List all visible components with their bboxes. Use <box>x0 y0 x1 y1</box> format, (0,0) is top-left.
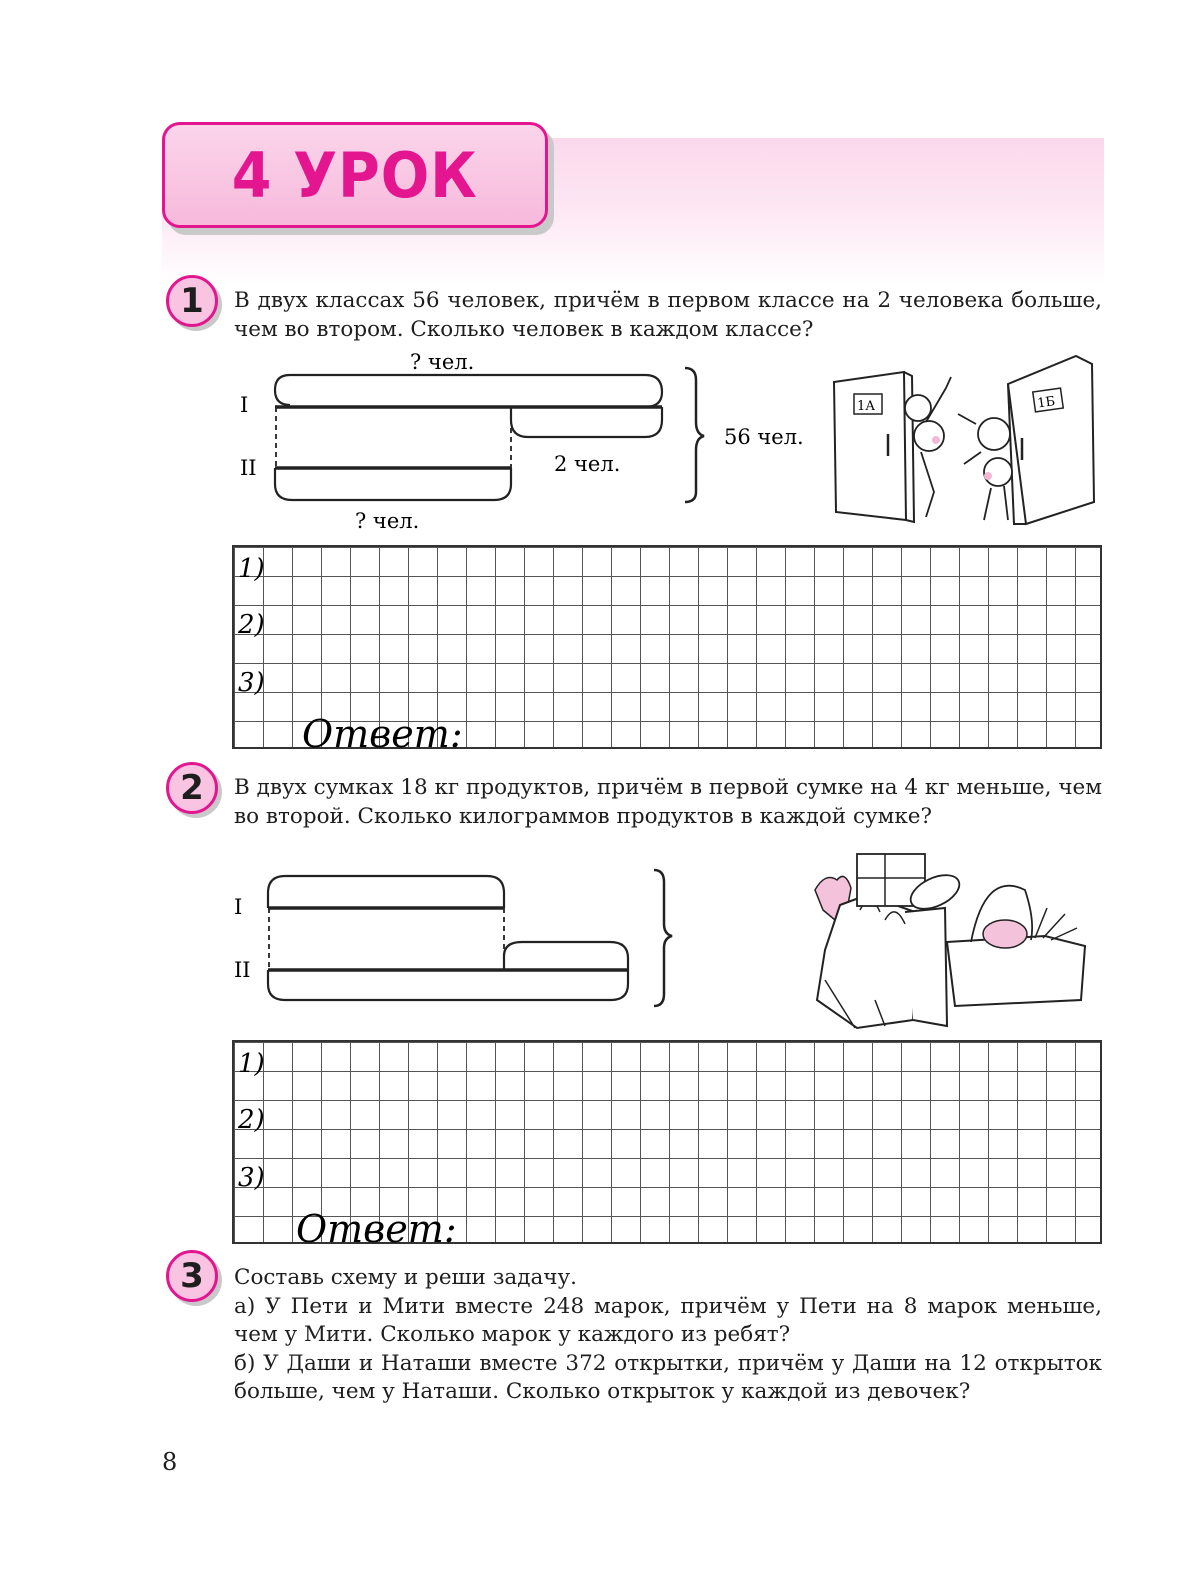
task-3-text <box>234 1264 1102 1407</box>
row-label-2: II <box>240 456 257 480</box>
lesson-badge <box>162 122 548 228</box>
task-number-1: 1 <box>166 275 218 327</box>
row-label-1: I <box>234 895 243 919</box>
page-number: 8 <box>162 1448 178 1476</box>
answer-label: Ответ: <box>302 712 463 751</box>
step-3-label: 3) <box>238 1163 265 1193</box>
task-2-diagram <box>230 866 690 1016</box>
task-3-part-b: б) У Даши и Наташи вместе 372 открытки, причём у Даши на 12 открыток больше, чем у Наташи. Сколько открыток у каждой из девочек? <box>234 1350 1102 1404</box>
task-3-instruction: Составь схему и реши задачу. <box>234 1265 577 1290</box>
task-2-text <box>234 774 1102 831</box>
classroom-doors-illustration <box>826 352 1102 532</box>
shopping-bags-illustration <box>795 850 1095 1030</box>
task-1-worksheet-labels <box>234 547 1104 751</box>
task-1-text <box>234 287 1102 344</box>
task-1-question: В двух классах 56 человек, причём в первом классе на 2 человека больше, чем во втором. Сколько человек в каждом классе? <box>234 288 1102 342</box>
answer-label: Ответ: <box>296 1207 457 1246</box>
step-2-label: 2) <box>238 610 265 640</box>
total-label: 56 чел. <box>724 425 804 449</box>
task-2-question: В двух сумках 18 кг продуктов, причём в первой сумке на 4 кг меньше, чем во второй. Сколько килограммов продуктов в каждой сумке? <box>234 775 1102 829</box>
lesson-title: 4 УРОК <box>232 138 478 212</box>
task-3-part-a: а) У Пети и Мити вместе 248 марок, причём у Пети на 8 марок меньше, чем у Мити. Сколько марок у каждого из ребят? <box>234 1293 1102 1347</box>
task-1-worksheet-grid[interactable] <box>232 545 1102 749</box>
top-label: ? чел. <box>410 350 475 374</box>
step-1-label: 1) <box>238 554 265 584</box>
step-3-label: 3) <box>238 668 265 698</box>
task-1-diagram <box>230 350 830 540</box>
step-1-label: 1) <box>238 1049 265 1079</box>
task-2-worksheet-grid[interactable] <box>232 1040 1102 1244</box>
task-2-worksheet-labels <box>234 1042 1104 1246</box>
row-label-1: I <box>240 393 249 417</box>
row-label-2: II <box>234 958 251 982</box>
task-number-2: 2 <box>166 762 218 814</box>
task-number-3: 3 <box>166 1250 218 1302</box>
door-sign-1: 1А <box>857 399 876 414</box>
door-sign-2: 1Б <box>1036 394 1057 412</box>
difference-label: 2 чел. <box>554 452 621 476</box>
step-2-label: 2) <box>238 1105 265 1135</box>
bottom-label: ? чел. <box>355 509 420 533</box>
